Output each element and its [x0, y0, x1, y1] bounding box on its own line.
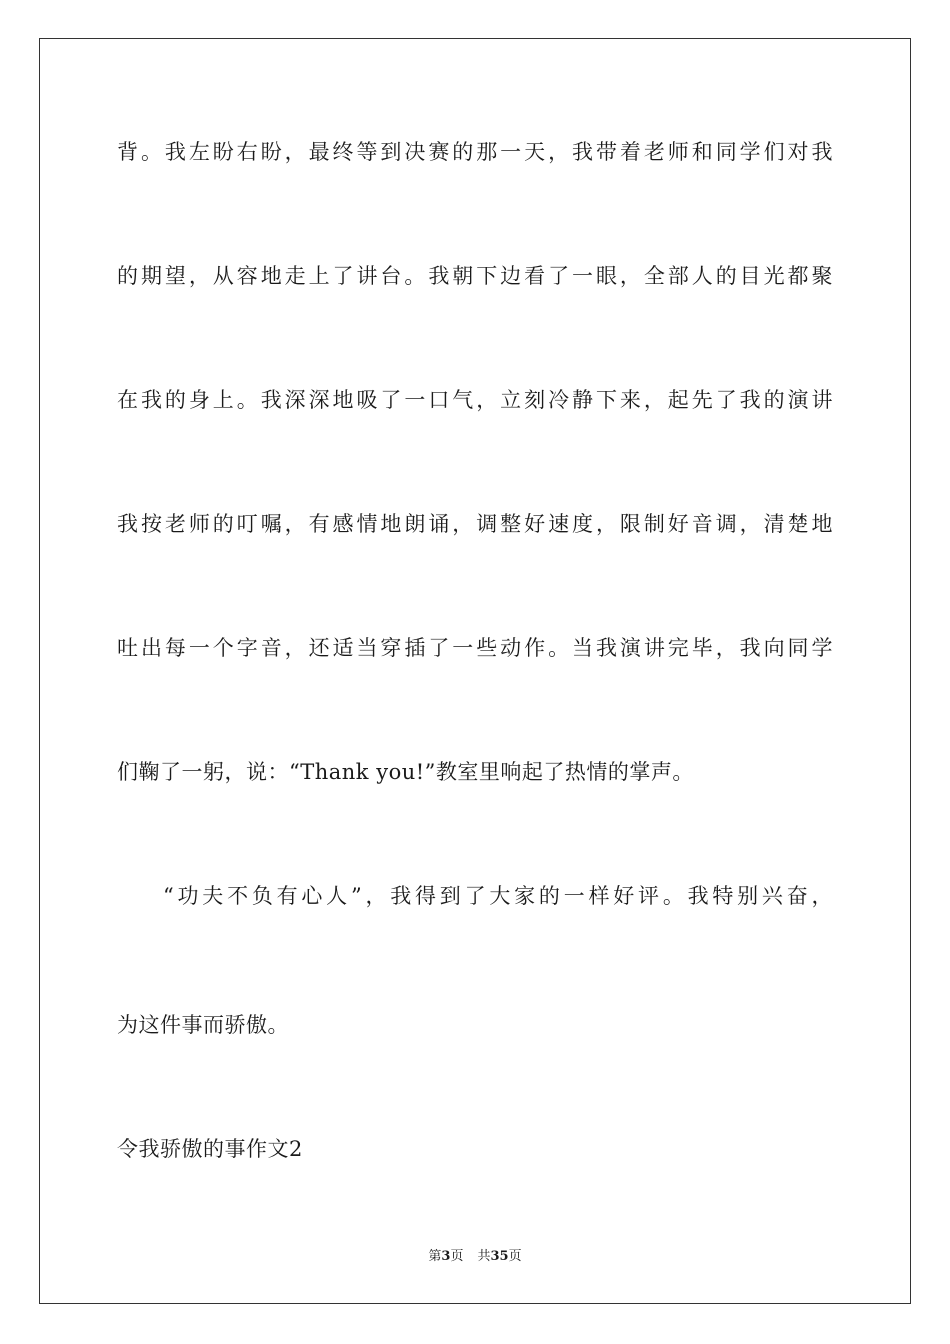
footer-page-total: 35 — [490, 1249, 509, 1264]
page-footer — [0, 1248, 950, 1266]
page-frame — [39, 38, 911, 1304]
footer-page-current: 3 — [441, 1249, 451, 1264]
footer-total-prefix: 共 — [477, 1249, 491, 1264]
body-line-3: 在我的身上。我深深地吸了一口气，立刻冷静下来，起先了我的演讲 — [117, 388, 833, 412]
body-line-2: 的期望，从容地走上了讲台。我朝下边看了一眼，全部人的目光都聚 — [117, 264, 833, 288]
body-line-1: 背。我左盼右盼，最终等到决赛的那一天，我带着老师和同学们对我 — [117, 140, 833, 164]
body-line-6: 们鞠了一躬，说：“Thank you!”教室里响起了热情的掌声。 — [117, 760, 694, 784]
body-line-7: “功夫不负有心人”，我得到了大家的一样好评。我特别兴奋， — [163, 884, 833, 908]
footer-total-suffix: 页 — [508, 1249, 522, 1264]
body-line-5: 吐出每一个字音，还适当穿插了一些动作。当我演讲完毕，我向同学 — [117, 636, 833, 660]
footer-page-prefix: 第 — [428, 1249, 442, 1264]
body-line-4: 我按老师的叮嘱，有感情地朗诵，调整好速度，限制好音调，清楚地 — [117, 512, 833, 536]
body-line-8: 为这件事而骄傲。 — [117, 1013, 289, 1037]
footer-page-suffix: 页 — [450, 1249, 464, 1264]
section-heading: 令我骄傲的事作文2 — [117, 1137, 303, 1161]
